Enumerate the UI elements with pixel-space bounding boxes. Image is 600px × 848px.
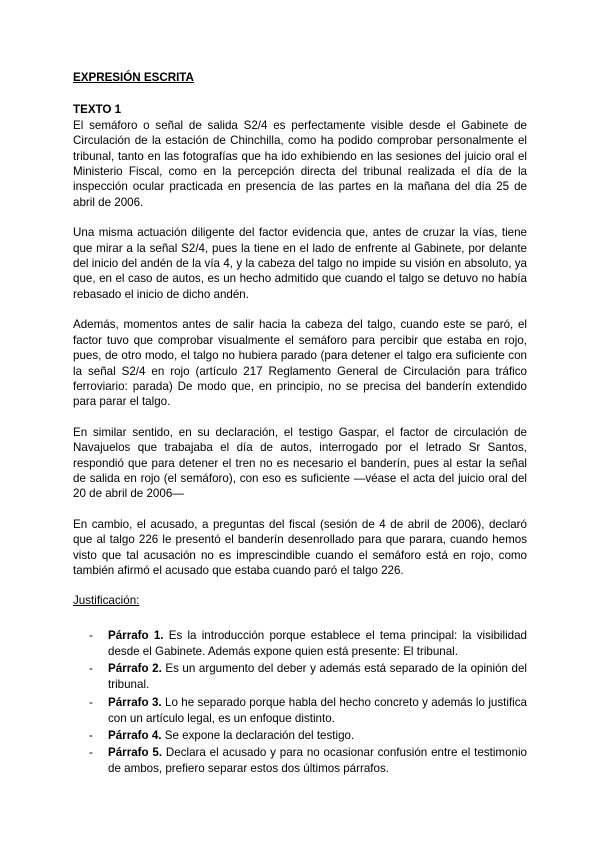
list-item <box>89 695 527 727</box>
item-text: Es la introducción porque establece el tema principal: la visibilidad desde el Gabinete. Además expone quien está presente: El tribunal. <box>108 628 527 658</box>
list-item <box>89 745 527 777</box>
justification-list <box>73 628 527 778</box>
item-text: Declara el acusado y para no ocasionar confusión entre el testimonio de ambos, prefiero separar estos dos últimos párrafos. <box>108 746 527 776</box>
paragraph-5: En cambio, el acusado, a preguntas del fiscal (sesión de 4 de abril de 2006), declaró que al talgo 226 le presentó el banderín desenrollado para que parara, cuando hemos visto que tal acusación no es imprescindible cuando el semáforo está en rojo, como también afirmó el acusado que estaba cuando paró el talgo 226. <box>73 517 527 577</box>
item-lead: Párrafo 4. <box>108 729 162 742</box>
item-lead: Párrafo 5. <box>108 746 163 760</box>
bullet-dash: - <box>89 628 93 642</box>
bullet-dash: - <box>89 729 93 742</box>
bullet-dash: - <box>89 662 93 676</box>
paragraph-2: Una misma actuación diligente del factor evidencia que, antes de cruzar la vías, tiene que mirar a la señal S2/4, pues la tiene en el lado de enfrente al Gabinete, por delante del inicio del andén de la vía 4, y la cabeza del talgo no impide su visión en absoluto, ya que, en el caso de autos, es un hecho admitido que cuando el talgo se detuvo no había rebasado el inicio de dicho andén. <box>73 226 527 301</box>
paragraph-4: En similar sentido, en su declaración, el testigo Gaspar, el factor de circulación de Navajuelos que trabajaba el día de autos, interrogado por el letrado Sr Santos, respondió que para detener el tren no es necesario el banderín, pues al estar la señal de salida en rojo (el semáforo), con eso es suficiente —véase el acta del juicio oral del 20 de abril de 2006— <box>73 425 527 501</box>
bullet-dash: - <box>89 695 93 709</box>
text-heading: TEXTO 1 <box>73 103 122 117</box>
item-lead: Párrafo 3. <box>108 695 162 709</box>
document-body <box>73 70 527 779</box>
item-text: Es un argumento del deber y además está separado de la opinión del tribunal. <box>108 662 527 692</box>
item-lead: Párrafo 1. <box>108 628 164 642</box>
paragraph-1: El semáforo o señal de salida S2/4 es perfectamente visible desde el Gabinete de Circulación de la estación de Chinchilla, como ha podido comprobar personalmente el tribunal, tanto en las fotografías que ha ido exhibiendo en las sesiones del juicio oral el Ministerio Fiscal, como en la percepción directa del tribunal realizada el día de la inspección ocular practicada en presencia de las partes en la mañana del día 25 de abril de 2006. <box>73 118 527 209</box>
item-lead: Párrafo 2. <box>108 662 162 676</box>
list-item <box>89 628 527 660</box>
item-text: Lo he separado porque habla del hecho concreto y además lo justifica con un artículo legal, es un enfoque distinto. <box>108 695 527 725</box>
list-item <box>89 661 527 693</box>
document-title: EXPRESIÓN ESCRITA <box>73 71 194 84</box>
list-item <box>89 728 527 744</box>
justification-heading: Justificación: <box>73 594 140 608</box>
bullet-dash: - <box>89 746 93 760</box>
item-text: Se expone la declaración del testigo. <box>161 729 355 742</box>
paragraph-3: Además, momentos antes de salir hacia la cabeza del talgo, cuando este se paró, el factor tuvo que comprobar visualmente el semáforo para percibir que estaba en rojo, pues, de otro modo, el talgo no hubiera parado (para detener el talgo era suficiente con la señal S2/4 en rojo (artículo 217 Reglamento General de Circulación para tráfico ferroviario: parada) De modo que, en principio, no se precisa del banderín extendido para parar el talgo. <box>73 318 527 409</box>
